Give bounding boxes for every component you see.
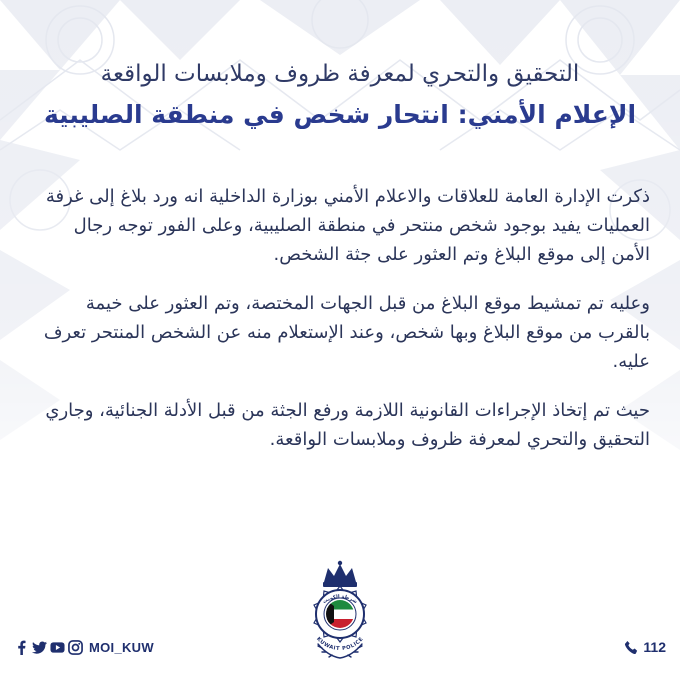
page-title: الإعلام الأمني: انتحار شخص في منطقة الصليبية xyxy=(43,100,637,129)
phone-icon xyxy=(624,640,639,655)
hotline[interactable] xyxy=(624,638,666,656)
kuwait-police-emblem xyxy=(294,560,386,664)
hotline-number: 112 xyxy=(643,639,666,655)
paragraph-2: وعليه تم تمشيط موقع البلاغ من قبل الجهات المختصة، وتم العثور على خيمة بالقرب من موقع البلاغ وبها شخص، وعند الإستعلام منه عن الشخص المنتحر تعرف عليه. xyxy=(43,293,650,372)
twitter-icon[interactable] xyxy=(32,640,47,655)
header xyxy=(0,56,680,136)
paragraph-3: حيث تم إتخاذ الإجراءات القانونية اللازمة ورفع الجثة من قبل الأدلة الجنائية، وجاري التحقيق والتحري لمعرفة ظروف وملابسات الواقعة. xyxy=(45,400,650,450)
instagram-icon[interactable] xyxy=(68,640,83,655)
social-bar xyxy=(14,638,154,656)
youtube-icon[interactable] xyxy=(50,640,65,655)
page-subtitle: التحقيق والتحري لمعرفة ظروف وملابسات الواقعة xyxy=(100,61,580,87)
emblem-bottom-text: KUWAIT POLICE xyxy=(315,636,365,653)
social-handle[interactable]: MOI_KUW xyxy=(89,639,154,655)
emblem-top-text: شرطة الكويت xyxy=(321,593,359,606)
article-body xyxy=(30,182,650,474)
facebook-icon[interactable] xyxy=(14,640,29,655)
paragraph-1: ذكرت الإدارة العامة للعلاقات والاعلام الأمني بوزارة الداخلية انه ورد بلاغ إلى غرفة العمليات يفيد بوجود شخص منتحر في منطقة الصليبية، وعلى الفور توجه رجال الأمن إلى موقع البلاغ وتم العثور على جثة الشخص. xyxy=(45,186,650,265)
crown-icon xyxy=(323,561,357,587)
